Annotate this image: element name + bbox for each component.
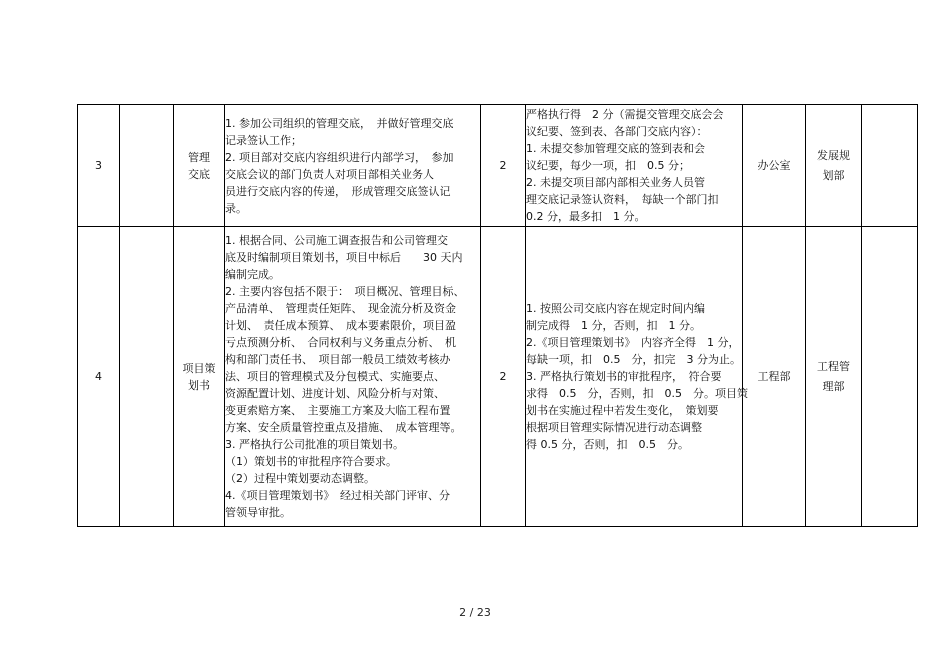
scoring-criteria: 1. 按照公司交底内容在规定时间内编 制完成得 1 分，否则，扣 1 分。 2.《项目管理策划书》 内容齐全得 1 分， 每缺一项，扣 0.5 分，扣完 3 分为止。 3. 严格执行策划书的审批程序， 符合要 求得 0.5 分，否则，扣 0.5 分。项目策 划书在实施过程中若发生变化， 策划要 根据项目管理实际情况进行动态调整 得 0.5 分，否则，扣 0.5 分。 — [526, 227, 743, 527]
item-name: 项目策 划书 — [174, 227, 225, 527]
row-number: 3 — [78, 105, 120, 227]
blank-cell — [862, 227, 918, 527]
responsible-dept: 工程部 — [743, 227, 806, 527]
scoring-criteria: 严格执行得 2 分（需提交管理交底会会 议纪要、签到表、各部门交底内容）： 1. 未提交参加管理交底的签到表和会 议纪要，每少一项，扣 0.5 分； 2. 未提交项目部内部相关业务人员管 理交底记录签认资料， 每缺一个部门扣 0.2 分，最多扣 1 分。 — [526, 105, 743, 227]
score-value: 2 — [481, 105, 526, 227]
requirements-text: 1. 根据合同、公司施工调查报告和公司管理交 底及时编制项目策划书，项目中标后 30 天内 编制完成。 2. 主要内容包括不限于： 项目概况、管理目标、 产品清单、 管理责任矩阵、 现金流分析及资金 计划、 责任成本预算、 成本要素限价，项目盈 亏点预测分析、 合同权利与义务重点分析、 机 构和部门责任书、 项目部一般员工绩效考核办 法、项目的管理模式及分包模式、实施要点、 资源配置计划、进度计划、风险分析与对策、 变更索赔方案、 主要施工方案及大临工程布置 方案、安全质量管控重点及措施、 成本管理等。 3. 严格执行公司批准的项目策划书。 （1）策划书的审批程序符合要求。 （2）过程中策划要动态调整。 4.《项目管理策划书》 经过相关部门评审、分 管领导审批。 — [225, 227, 481, 527]
table-row — [78, 227, 918, 527]
assessing-dept: 发展规 划部 — [806, 105, 862, 227]
item-name: 管理 交底 — [174, 105, 225, 227]
blank-cell — [862, 105, 918, 227]
requirements-text: 1. 参加公司组织的管理交底， 并做好管理交底 记录签认工作； 2. 项目部对交底内容组织进行内部学习， 参加 交底会议的部门负责人对项目部相关业务人 员进行交底内容的传递， 形成管理交底签认记 录。 — [225, 105, 481, 227]
table-row — [78, 105, 918, 227]
row-number: 4 — [78, 227, 120, 527]
blank-cell — [120, 227, 174, 527]
page-number: 2 / 23 — [459, 606, 491, 619]
assessing-dept: 工程管 理部 — [806, 227, 862, 527]
blank-cell — [120, 105, 174, 227]
score-value: 2 — [481, 227, 526, 527]
responsible-dept: 办公室 — [743, 105, 806, 227]
evaluation-table — [77, 104, 918, 527]
